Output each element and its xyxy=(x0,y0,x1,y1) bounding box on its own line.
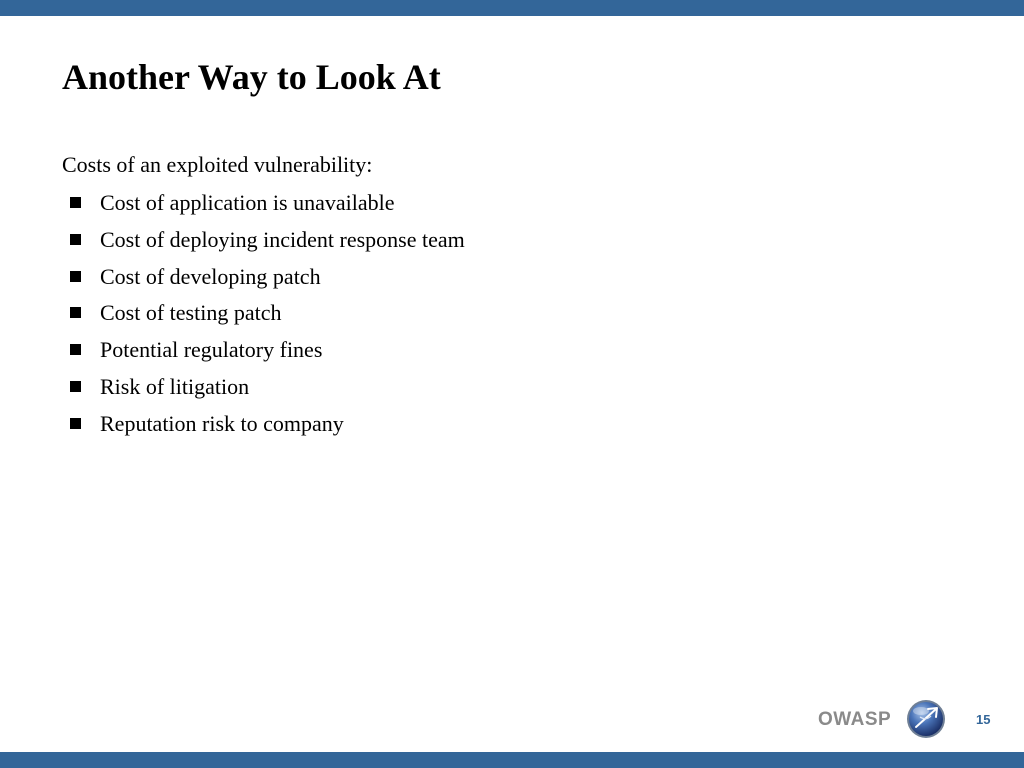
intro-text: Costs of an exploited vulnerability: xyxy=(62,152,373,177)
square-bullet-icon xyxy=(70,344,81,355)
bullet-text: Risk of litigation xyxy=(100,373,250,399)
owasp-wasp-logo-icon xyxy=(906,699,946,739)
bullet-text: Cost of deploying incident response team xyxy=(100,226,465,252)
top-accent-bar xyxy=(0,0,1024,16)
bullet-text: Reputation risk to company xyxy=(100,410,344,436)
slide-title: Another Way to Look At xyxy=(62,57,441,97)
square-bullet-icon xyxy=(70,418,81,429)
bullet-text: Cost of testing patch xyxy=(100,300,282,326)
bullet-text: Cost of application is unavailable xyxy=(100,190,395,215)
page-number: 15 xyxy=(976,712,991,727)
bullet-text: Potential regulatory fines xyxy=(100,337,323,363)
square-bullet-icon xyxy=(70,307,81,318)
square-bullet-icon xyxy=(70,381,81,392)
square-bullet-icon xyxy=(70,271,81,282)
owasp-brand-text: OWASP xyxy=(818,709,892,730)
bullet-text: Cost of developing patch xyxy=(100,263,321,289)
bottom-accent-bar xyxy=(0,752,1024,768)
square-bullet-icon xyxy=(70,234,81,245)
square-bullet-icon xyxy=(70,197,81,208)
